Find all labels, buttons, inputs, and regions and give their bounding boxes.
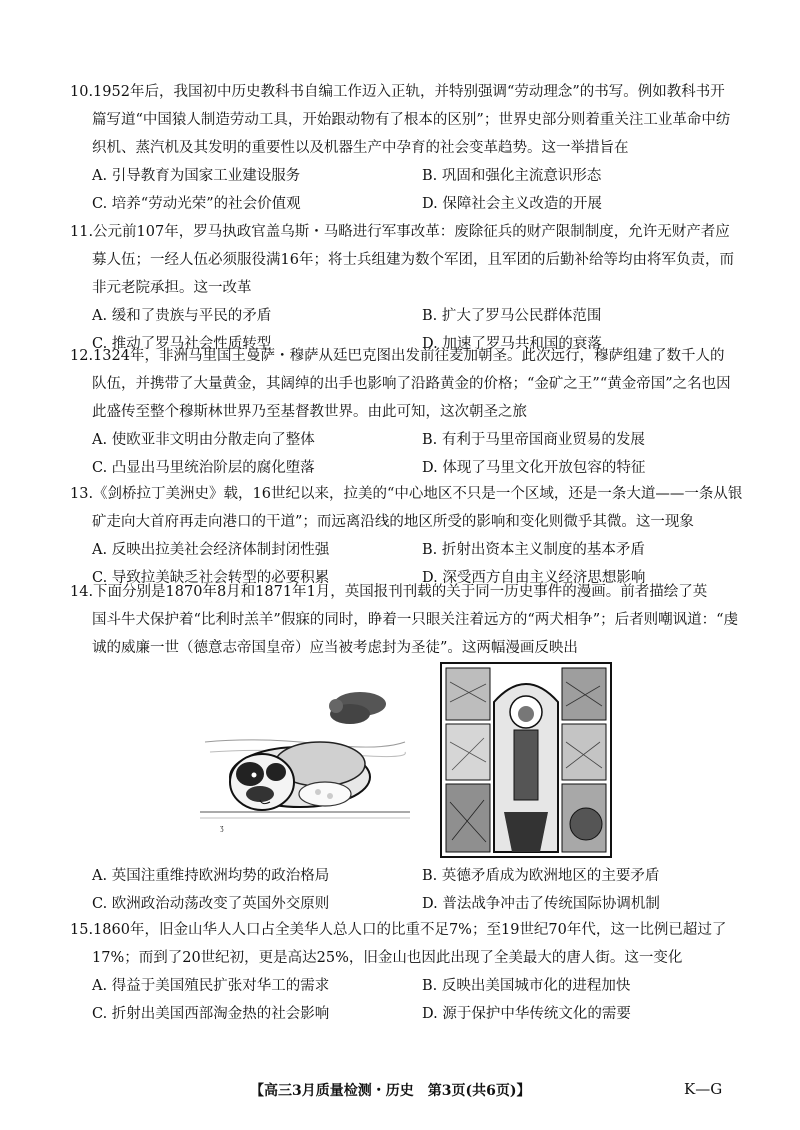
question-text-line: 篇写道“中国猿人制造劳动工具，开始跟动物有了根本的区别”；世界史部分则着重关注工业革命中纺 [92, 112, 731, 128]
bulldog-cartoon-image [200, 682, 410, 832]
options [92, 162, 732, 218]
footer-title: 【高三3月质量检测・历史 第3页(共6页)】 [250, 1083, 531, 1099]
option-b[interactable]: B. 英德矛盾成为欧洲地区的主要矛盾 [422, 868, 660, 884]
option-d[interactable]: D. 加速了罗马共和国的衰落 [422, 336, 602, 352]
question-15 [70, 916, 732, 1028]
question-12 [70, 342, 732, 482]
options [92, 862, 732, 918]
option-a[interactable]: A. 使欧亚非文明由分散走向了整体 [92, 432, 315, 448]
option-b[interactable]: B. 扩大了罗马公民群体范围 [422, 308, 602, 324]
question-text-line: 募人伍；一经人伍必须服役满16年；将士兵组建为数个军团，且军团的后勤补给等均由将军负责，而 [92, 252, 734, 268]
question-text-line: 矿走向大首府再走向港口的干道”；而远离沿线的地区所受的影响和变化则微乎其微。这一现象 [92, 514, 694, 530]
question-text-line: 国斗牛犬保护着“比利时羔羊”假寐的同时，睁着一只眼关注着远方的“两犬相争”；后者则嘲讽道：“虔 [92, 612, 739, 628]
question-text-line: 队伍，并携带了大量黄金，其阔绰的出手也影响了沿路黄金的价格；“金矿之王”“黄金帝国”之名也因 [92, 376, 731, 392]
option-c[interactable]: C. 欧洲政治动荡改变了英国外交原则 [92, 896, 330, 912]
question-text-line: 15.1860年，旧金山华人人口占全美华人总人口的比重不足7%；至19世纪70年代，这一比例已超过了 [70, 922, 727, 938]
cartoon-figures [0, 662, 800, 862]
option-c[interactable]: C. 培养“劳动光荣”的社会价值观 [92, 196, 301, 212]
paper-code: K—G [684, 1080, 723, 1098]
question-text-line: 织机、蒸汽机及其发明的重要性以及机器生产中孕育的社会变革趋势。这一举措旨在 [92, 140, 629, 156]
question-text-line: 11.公元前107年，罗马执政官盖乌斯・马略进行军事改革：废除征兵的财产限制制度，允许无财产者应 [70, 224, 730, 240]
option-a[interactable]: A. 引导教育为国家工业建设服务 [92, 168, 301, 184]
option-a[interactable]: A. 反映出拉美社会经济体制封闭性强 [92, 542, 330, 558]
option-c[interactable]: C. 凸显出马里统治阶层的腐化堕落 [92, 460, 315, 476]
question-text-line: 13.《剑桥拉丁美洲史》载，16世纪以来，拉美的“中心地区不只是一个区域，还是一条大道——一条从银 [70, 486, 743, 502]
option-d[interactable]: D. 源于保护中华传统文化的需要 [422, 1006, 631, 1022]
option-a[interactable]: A. 得益于美国殖民扩张对华工的需求 [92, 978, 330, 994]
options [92, 426, 732, 482]
option-b[interactable]: B. 巩固和强化主流意识形态 [422, 168, 602, 184]
option-a[interactable]: A. 英国注重维持欧洲均势的政治格局 [92, 868, 330, 884]
option-d[interactable]: D. 深受西方自由主义经济思想影响 [422, 570, 646, 586]
option-b[interactable]: B. 反映出美国城市化的进程加快 [422, 978, 631, 994]
svg-text:ʒ: ʒ [220, 823, 224, 832]
question-14 [70, 578, 739, 662]
question-11 [70, 218, 734, 358]
options [92, 972, 732, 1028]
option-c[interactable]: C. 导致拉美缺乏社会转型的必要积累 [92, 570, 330, 586]
question-text-line: 10.1952年后，我国初中历史教科书自编工作迈入正轨，并特别强调“劳动理念”的书写。例如教科书开 [70, 84, 725, 100]
question-text-line: 14.下面分别是1870年8月和1871年1月，英国报刊刊载的关于同一历史事件的漫画。前者描绘了英 [70, 584, 708, 600]
question-text-line: 此盛传至整个穆斯林世界乃至基督教世界。由此可知，这次朝圣之旅 [92, 404, 527, 420]
question-text-line: 17%；而到了20世纪初，更是高达25%，旧金山也因此出现了全美最大的唐人街。这一变化 [92, 950, 683, 966]
option-d[interactable]: D. 保障社会主义改造的开展 [422, 196, 602, 212]
question-text-line: 诚的威廉一世（德意志帝国皇帝）应当被考虑封为圣徒”。这两幅漫画反映出 [92, 640, 578, 656]
option-c[interactable]: C. 推动了罗马社会性质转型 [92, 336, 272, 352]
question-text-line: 12.1324年，非洲马里国王曼萨・穆萨从廷巴克图出发前往麦加朝圣。此次远行，穆萨组建了数千人的 [70, 348, 725, 364]
option-b[interactable]: B. 有利于马里帝国商业贸易的发展 [422, 432, 645, 448]
option-b[interactable]: B. 折射出资本主义制度的基本矛盾 [422, 542, 645, 558]
question-text-line: 非元老院承担。这一改革 [92, 280, 252, 296]
option-c[interactable]: C. 折射出美国西部淘金热的社会影响 [92, 1006, 330, 1022]
question-14-options [92, 862, 732, 918]
question-10 [70, 78, 732, 218]
option-d[interactable]: D. 体现了马里文化开放包容的特征 [422, 460, 646, 476]
saint-wilhelm-cartoon-image [440, 662, 612, 858]
option-a[interactable]: A. 缓和了贵族与平民的矛盾 [92, 308, 272, 324]
option-d[interactable]: D. 普法战争冲击了传统国际协调机制 [422, 896, 660, 912]
